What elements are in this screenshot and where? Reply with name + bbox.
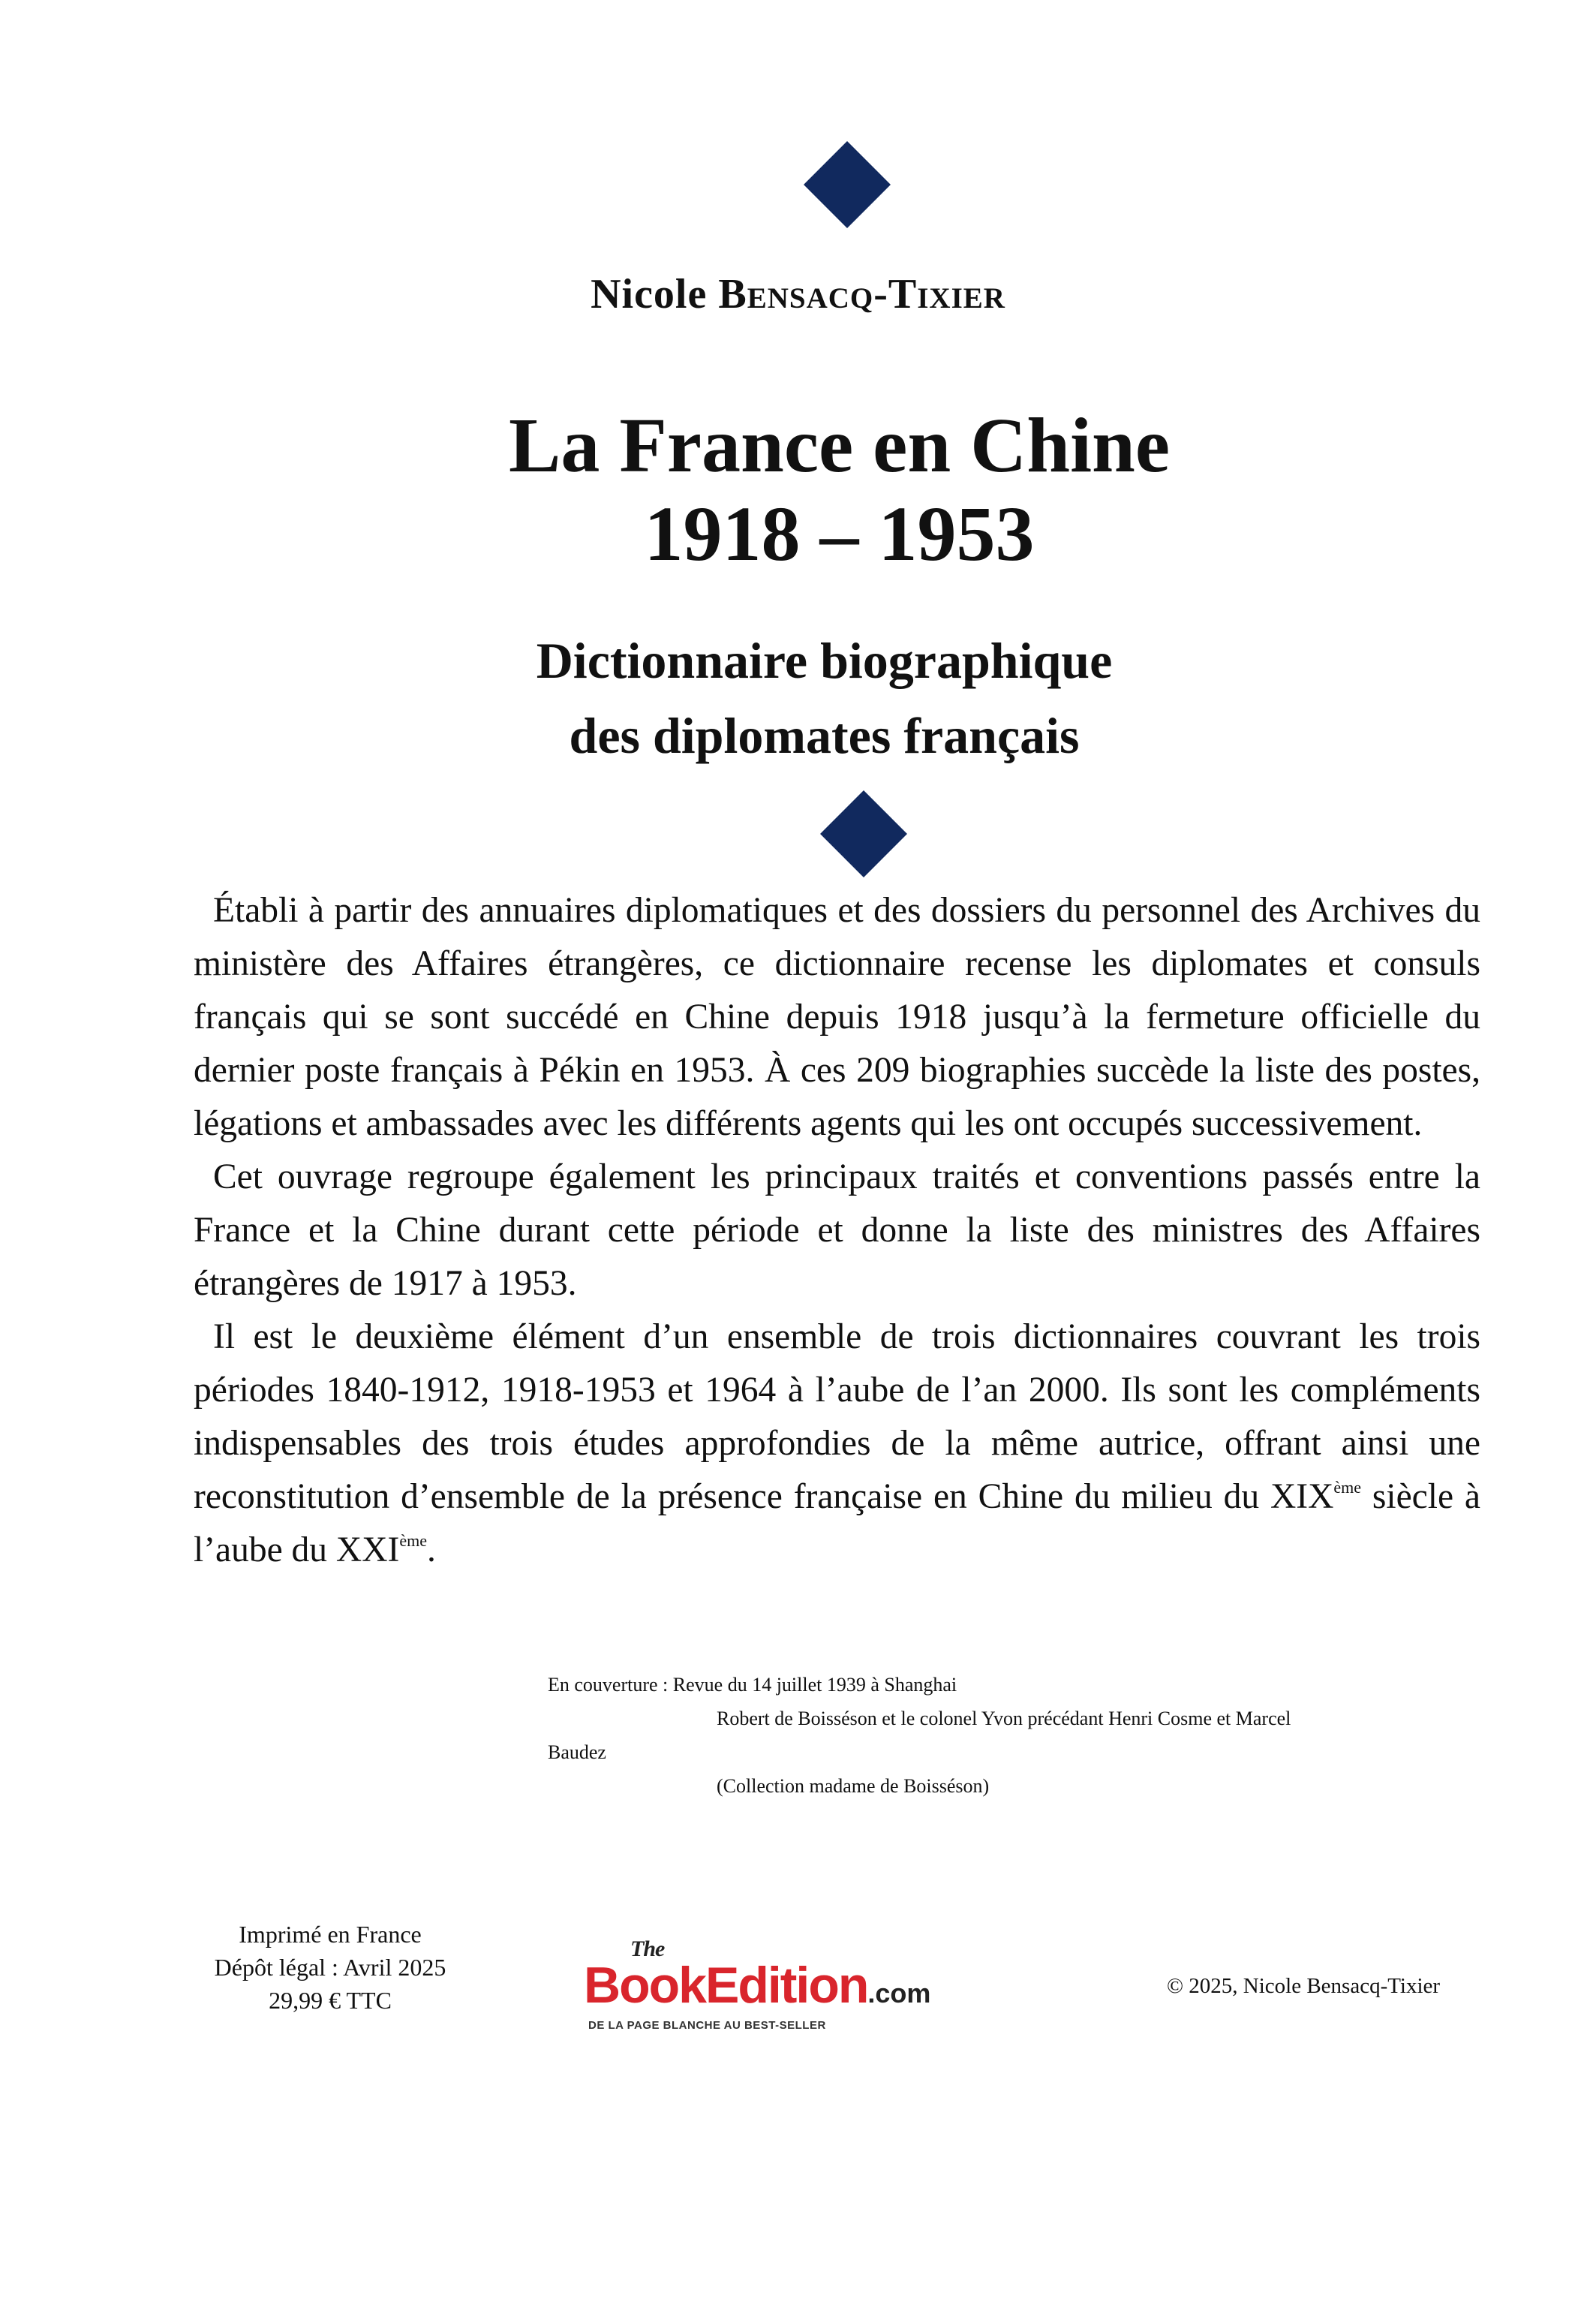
logo-tagline: DE LA PAGE BLANCHE AU BEST-SELLER <box>588 2019 826 2032</box>
caption-line-3: (Collection madame de Boisséson) <box>717 1775 990 1797</box>
author-first-name: Nicole <box>591 271 708 317</box>
author-last-name: Bensacq-Tixier <box>718 271 1005 317</box>
paragraph-3-part-3: . <box>427 1530 436 1569</box>
cover-caption <box>548 1668 1486 1803</box>
book-title <box>0 402 1596 579</box>
logo-brand-name: BookEdition <box>584 1957 868 2014</box>
imprint-line-2: Dépôt légal : Avril 2025 <box>214 1954 446 1981</box>
author-name <box>0 270 1596 318</box>
imprint-info <box>173 1918 488 2017</box>
paragraph-3 <box>194 1310 1480 1577</box>
paragraph-2: Cet ouvrage regroupe également les principaux traités et conventions passés entre la France et la Chine durant cette période et donne la liste des ministres des Affaires étrangères de 1917 à 1953. <box>194 1157 1480 1303</box>
imprint-line-3: 29,99 € TTC <box>269 1987 392 2014</box>
subtitle-line-1: Dictionnaire biographique <box>536 632 1113 689</box>
superscript-1: ème <box>1333 1478 1362 1497</box>
caption-line-2b: Baudez <box>548 1741 606 1763</box>
copyright-notice: © 2025, Nicole Bensacq-Tixier <box>1167 1974 1441 1998</box>
paragraph-3-part-1: Il est le deuxième élément d’un ensemble de trois dictionnaires couvrant les trois périodes 1840-1912, 1918-1953 et 1964 à l’aube de l’an 2000. Ils sont les compléments indispensables des trois études approfondies de la même autrice, offrant ainsi une reconstitution d’ensemble de la présence française en Chine du milieu du XIX <box>194 1317 1480 1516</box>
imprint-line-1: Imprimé en France <box>239 1921 422 1948</box>
caption-line-2: Robert de Boisséson et le colonel Yvon précédant Henri Cosme et Marcel <box>717 1708 1291 1729</box>
logo-brand <box>584 1956 930 2015</box>
superscript-2: ème <box>399 1531 428 1550</box>
paragraph-3-part-2: siècle à l’aube du XXI <box>194 1477 1480 1569</box>
logo-the: The <box>630 1936 665 1961</box>
subtitle-line-2: des diplomates français <box>569 707 1080 764</box>
description-text <box>194 884 1480 1577</box>
top-diamond-ornament <box>804 141 891 228</box>
paragraph-1: Établi à partir des annuaires diplomatiques et des dossiers du personnel des Archives du ministère des Affaires étrangères, ce dictionnaire recense les diplomates et consuls français qui se sont succédé en Chine depuis 1918 jusqu’à la fermeture officielle du dernier poste français à Pékin en 1953. À ces 209 biographies succède la liste des postes, légations et ambassades avec les différents agents qui les ont occupés successivement. <box>194 891 1480 1143</box>
logo-dotcom: .com <box>867 1978 931 2009</box>
caption-line-1: En couverture : Revue du 14 juillet 1939 à Shanghai <box>548 1674 957 1696</box>
title-line-2: 1918 – 1953 <box>644 491 1035 577</box>
book-subtitle <box>0 623 1596 773</box>
middle-diamond-ornament <box>820 790 907 877</box>
title-line-1: La France en Chine <box>508 402 1171 489</box>
publisher-logo <box>584 1936 1004 2049</box>
